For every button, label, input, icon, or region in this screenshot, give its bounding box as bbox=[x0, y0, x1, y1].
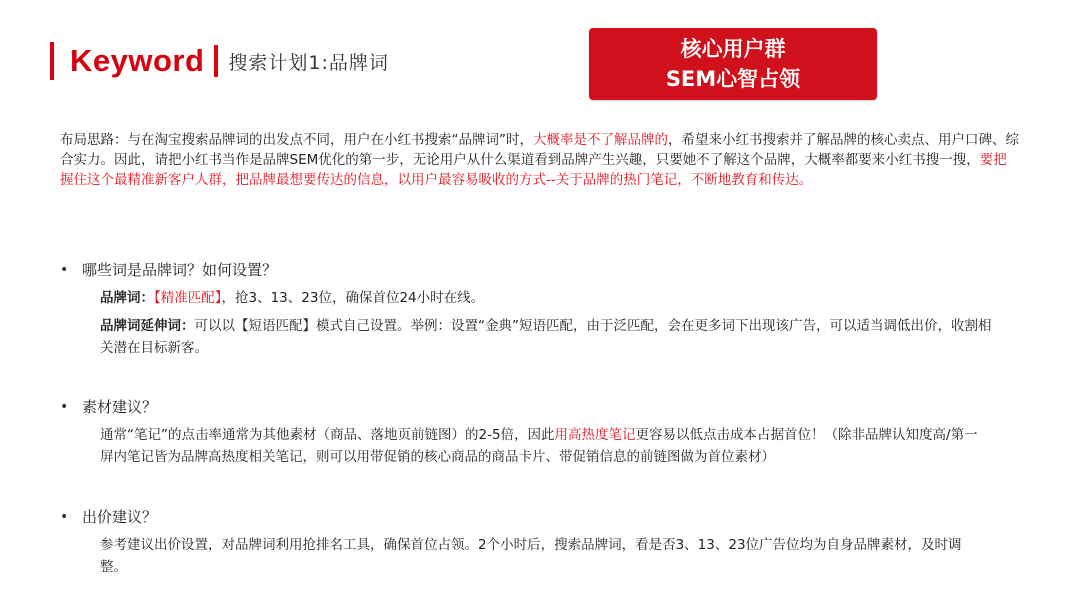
section-title: 哪些词是品牌词？如何设置？ bbox=[82, 261, 278, 279]
layout-idea-paragraph bbox=[60, 130, 1020, 190]
section-heading bbox=[60, 259, 1000, 281]
bid-text: 参考建议出价设置，对品牌词利用抢排名工具，确保首位占领。2个小时后，搜索品牌词，看是否3、13、23位广告位均为自身品牌素材，及时调整。 bbox=[100, 537, 962, 575]
bullet-dot: • bbox=[60, 399, 69, 415]
material-text-2: 更容易以低点击成本占据首位！（除非品牌认知度高/第一屏内笔记皆为品牌高热度相关笔记，则可以用带促销的核心商品的商品卡片、带促销信息的前链图做为首位素材） bbox=[100, 427, 978, 465]
plan-subtitle: 搜索计划1:品牌词 bbox=[228, 51, 389, 74]
brand-word-label: 品牌词： bbox=[100, 290, 154, 306]
section-body bbox=[100, 534, 980, 578]
section-brand-words bbox=[60, 259, 1000, 359]
extension-word-line bbox=[100, 315, 1000, 359]
brand-word-line bbox=[100, 287, 1000, 309]
slide-header bbox=[50, 40, 389, 82]
section-title: 素材建议？ bbox=[82, 398, 158, 416]
intro-highlight-2: 要把握住这个最精准新客户人群，把品牌最想要传达的信息，以用户最容易吸收的方式--关于品牌的热门笔记，不断地教育和传达。 bbox=[60, 152, 1007, 188]
exact-match-tag: 【精准匹配】 bbox=[154, 290, 222, 306]
extension-word-label: 品牌词延伸词： bbox=[100, 318, 195, 334]
section-heading bbox=[60, 396, 980, 418]
material-highlight: 用高热度笔记 bbox=[554, 427, 636, 443]
section-body bbox=[100, 424, 980, 468]
brand-word-text: ，抢3、13、23位，确保首位24小时在线。 bbox=[221, 290, 485, 306]
section-body bbox=[100, 287, 1000, 359]
intro-text-1: 布局思路：与在淘宝搜索品牌词的出发点不同，用户在小红书搜索“品牌词”时， bbox=[60, 132, 533, 148]
core-user-badge bbox=[589, 28, 877, 100]
intro-text-2: ，希望来小红书搜索并了解品牌的核心卖点、用户口碑、综合实力。因此，请把小红书当作是品牌SEM优化的第一步，无论用户从什么渠道看到品牌产生兴趣，只要她不了解这个品牌，大概率都要来小红书搜一搜， bbox=[60, 132, 1019, 168]
separator-bar bbox=[214, 45, 218, 77]
section-title: 出价建议？ bbox=[82, 508, 158, 526]
bullet-dot: • bbox=[60, 262, 69, 278]
badge-line-2: SEM心智占领 bbox=[665, 67, 801, 91]
accent-bar bbox=[50, 42, 54, 80]
section-bid-advice bbox=[60, 506, 980, 578]
material-text bbox=[100, 424, 980, 468]
section-material-advice bbox=[60, 396, 980, 468]
extension-word-text: 可以以【短语匹配】模式自己设置。举例：设置“金典”短语匹配，由于泛匹配，会在更多词下出现该广告，可以适当调低出价，收割相关潜在目标新客。 bbox=[100, 318, 992, 356]
keyword-title: Keyword bbox=[70, 43, 205, 78]
badge-line-1: 核心用户群 bbox=[680, 37, 786, 61]
section-heading bbox=[60, 506, 980, 528]
material-text-1: 通常“笔记”的点击率通常为其他素材（商品、落地页前链图）的2-5倍，因此 bbox=[100, 427, 555, 443]
intro-highlight-1: 大概率是不了解品牌的 bbox=[533, 132, 668, 148]
bullet-dot: • bbox=[60, 509, 69, 525]
